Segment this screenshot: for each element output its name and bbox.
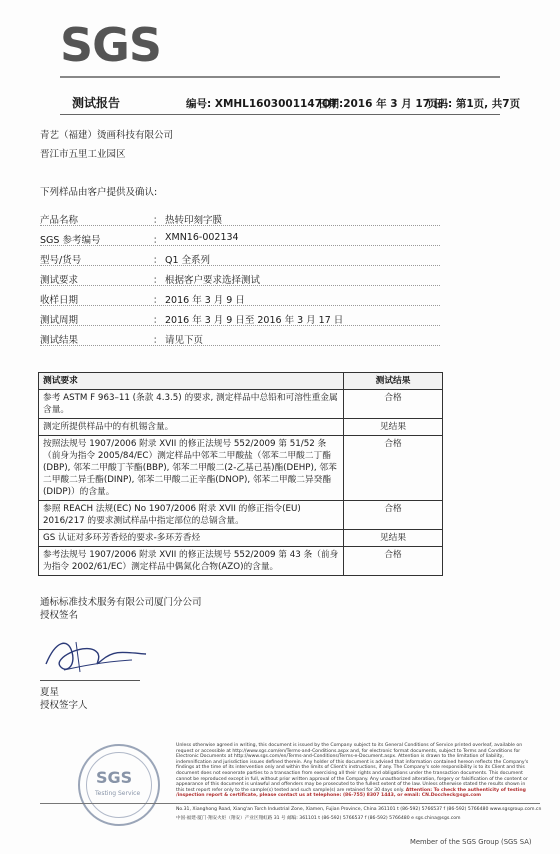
footer-divider xyxy=(40,803,540,804)
signer-title: 授权签字人 xyxy=(40,700,88,711)
column-header-requirement: 测试要求 xyxy=(39,373,344,390)
row-divider xyxy=(40,325,440,326)
sample-label: 收样日期 xyxy=(40,295,79,306)
sample-value: 2016 年 3 月 9 日 xyxy=(165,295,245,306)
result-cell: 见结果 xyxy=(344,530,443,547)
table-row xyxy=(39,390,443,419)
sample-intro: 下列样品由客户提供及确认: xyxy=(40,187,158,198)
sample-colon: ： xyxy=(153,275,163,286)
requirement-cell: 参照 REACH 法规(EC) No 1907/2006 附录 XVII 的修正指令(EU) 2016/217 的要求测试样品中指定部位的总镉含量。 xyxy=(39,501,344,530)
row-divider xyxy=(40,285,440,286)
attention-note: Attention: To check the authenticity of testing /inspection report & certificate, please contact us at telephone: (86-755) 8307 1443, or email: CN.Doccheck@sgs.com xyxy=(176,787,526,799)
header-divider xyxy=(60,114,500,115)
sample-label: 测试结果 xyxy=(40,335,79,346)
report-date: 日期:2016 年 3 月 17 日 xyxy=(318,98,445,110)
test-requirements-table xyxy=(38,372,443,576)
terms-text xyxy=(176,743,532,799)
table-row xyxy=(39,547,443,576)
sample-colon: ： xyxy=(153,295,163,306)
sample-label: 测试要求 xyxy=(40,275,79,286)
sample-value: XMN16-002134 xyxy=(165,232,239,243)
sample-colon: ： xyxy=(153,235,163,246)
sample-label: 测试周期 xyxy=(40,315,79,326)
sample-value: 请见下页 xyxy=(165,335,204,346)
column-header-result: 测试结果 xyxy=(344,373,443,390)
member-line: Member of the SGS Group (SGS SA) xyxy=(410,838,532,846)
table-row xyxy=(39,530,443,547)
row-divider xyxy=(40,305,440,306)
report-number: 编号: XMHL1603001147OT xyxy=(186,98,339,110)
report-title: 测试报告 xyxy=(72,96,121,110)
sgs-logo: SGS xyxy=(60,18,162,72)
logo-divider xyxy=(60,76,500,78)
row-divider xyxy=(40,345,440,346)
page-info: 页码: 第1页, 共7页 xyxy=(427,98,521,110)
table-row xyxy=(39,501,443,530)
requirement-cell: 参考法规号 1907/2006 附录 XVII 的修正法规号 552/2009 第 43 条（前身为指令 2002/61/EC）测定样品中偶氮化合物(AZO)的含量。 xyxy=(39,547,344,576)
sample-colon: ： xyxy=(153,215,163,226)
result-cell: 合格 xyxy=(344,390,443,419)
sample-colon: ： xyxy=(153,315,163,326)
issuing-company: 通标标准技术服务有限公司厦门分公司 xyxy=(40,597,202,608)
sample-value: 2016 年 3 月 9 日至 2016 年 3 月 17 日 xyxy=(165,315,344,326)
signature-line xyxy=(40,680,140,681)
client-name: 青艺（福建）烫画科技有限公司 xyxy=(40,130,174,141)
handwritten-signature xyxy=(42,630,152,680)
requirement-cell: GS 认证对多环芳香烃的要求-多环芳香烃 xyxy=(39,530,344,547)
terms-body: Unless otherwise agreed in writing, this document is issued by the Company subject to its General Conditions of Service printed overleaf, available on request or accessible at http://www.sgs.com/en/Terms-and-Conditions.aspx and, for electronic format documents, subject to Terms and Conditions for Electronic Documents at http://www.sgs.com/en/Terms-and-Conditions/Terms-e-Document.aspx. Attention is drawn to the limitation of liability, indemnification and jurisdiction issues defined therein. Any holder of this document is advised that information contained hereon reflects the Company's findings at the time of its intervention only and within the limits of Client's instructions, if any. The Company's sole responsibility is to its Client and this document does not exonerate parties to a transaction from exercising all their rights and obligations under the transaction documents. This document cannot be reproduced except in full, without prior written approval of the Company. Any unauthorized alteration, forgery or falsification of the content or appearance of this document is unlawful and offenders may be prosecuted to the fullest extent of the law. Unless otherwise stated the results shown in this test report refer only to the sample(s) tested and such sample(s) are retained for 30 days only. xyxy=(176,743,529,793)
requirement-cell: 参考 ASTM F 963–11 (条款 4.3.5) 的要求, 测定样品中总铅和可溶性重金属含量。 xyxy=(39,390,344,419)
sample-label: 产品名称 xyxy=(40,215,79,226)
table-row xyxy=(39,436,443,501)
result-cell: 合格 xyxy=(344,436,443,501)
row-divider xyxy=(40,225,440,226)
sample-value: 根据客户要求选择测试 xyxy=(165,275,261,286)
client-address: 晋江市五里工业园区 xyxy=(40,149,126,160)
result-cell: 合格 xyxy=(344,501,443,530)
sample-value: Q1 全系列 xyxy=(165,255,211,266)
sample-value: 热转印刻字膜 xyxy=(165,215,223,226)
address-english: No.31, Xianghong Road, Xiang'an Torch Industrial Zone, Xiamen, Fujian Province, China 361101 t (86-592) 5766537 f (86-592) 5766480 www.sgsgroup.com.cn xyxy=(176,807,542,812)
sample-colon: ： xyxy=(153,255,163,266)
row-divider xyxy=(40,245,440,246)
seal-logo-text: SGS xyxy=(96,768,133,787)
result-cell: 合格 xyxy=(344,547,443,576)
row-divider xyxy=(40,265,440,266)
signer-name: 夏星 xyxy=(40,687,60,698)
sample-colon: ： xyxy=(153,335,163,346)
result-cell: 见结果 xyxy=(344,419,443,436)
seal-subtitle: Testing Service xyxy=(95,790,141,797)
authorized-signature-label: 授权签名 xyxy=(40,610,79,621)
requirement-cell: 测定所提供样品中的有机锡含量。 xyxy=(39,419,344,436)
sample-label: SGS 参考编号 xyxy=(40,235,101,246)
table-header-row xyxy=(39,373,443,390)
address-chinese: 中国·福建·厦门·翔安火炬（翔安）产业区翔虹路 31 号 邮编: 361101 t (86-592) 5766537 f (86-592) 5766480 e sgs.china@sgs.com xyxy=(176,816,461,821)
sample-label: 型号/货号 xyxy=(40,255,82,266)
table-row xyxy=(39,419,443,436)
requirement-cell: 按照法规号 1907/2006 附录 XVII 的修正法规号 552/2009 第 51/52 条（前身为指令 2005/84/EC）测定样品中邻苯二甲酸盐（邻苯二甲酸二丁酯(DBP), 邻苯二甲酸丁苄酯(BBP), 邻苯二甲酸二(2-乙基己基)酯(DEHP), 邻苯二甲酸二异壬酯(DINP), 邻苯二甲酸二正辛酯(DNOP), 邻苯二甲酸二异癸酯(DIDP)）的含量。 xyxy=(39,436,344,501)
